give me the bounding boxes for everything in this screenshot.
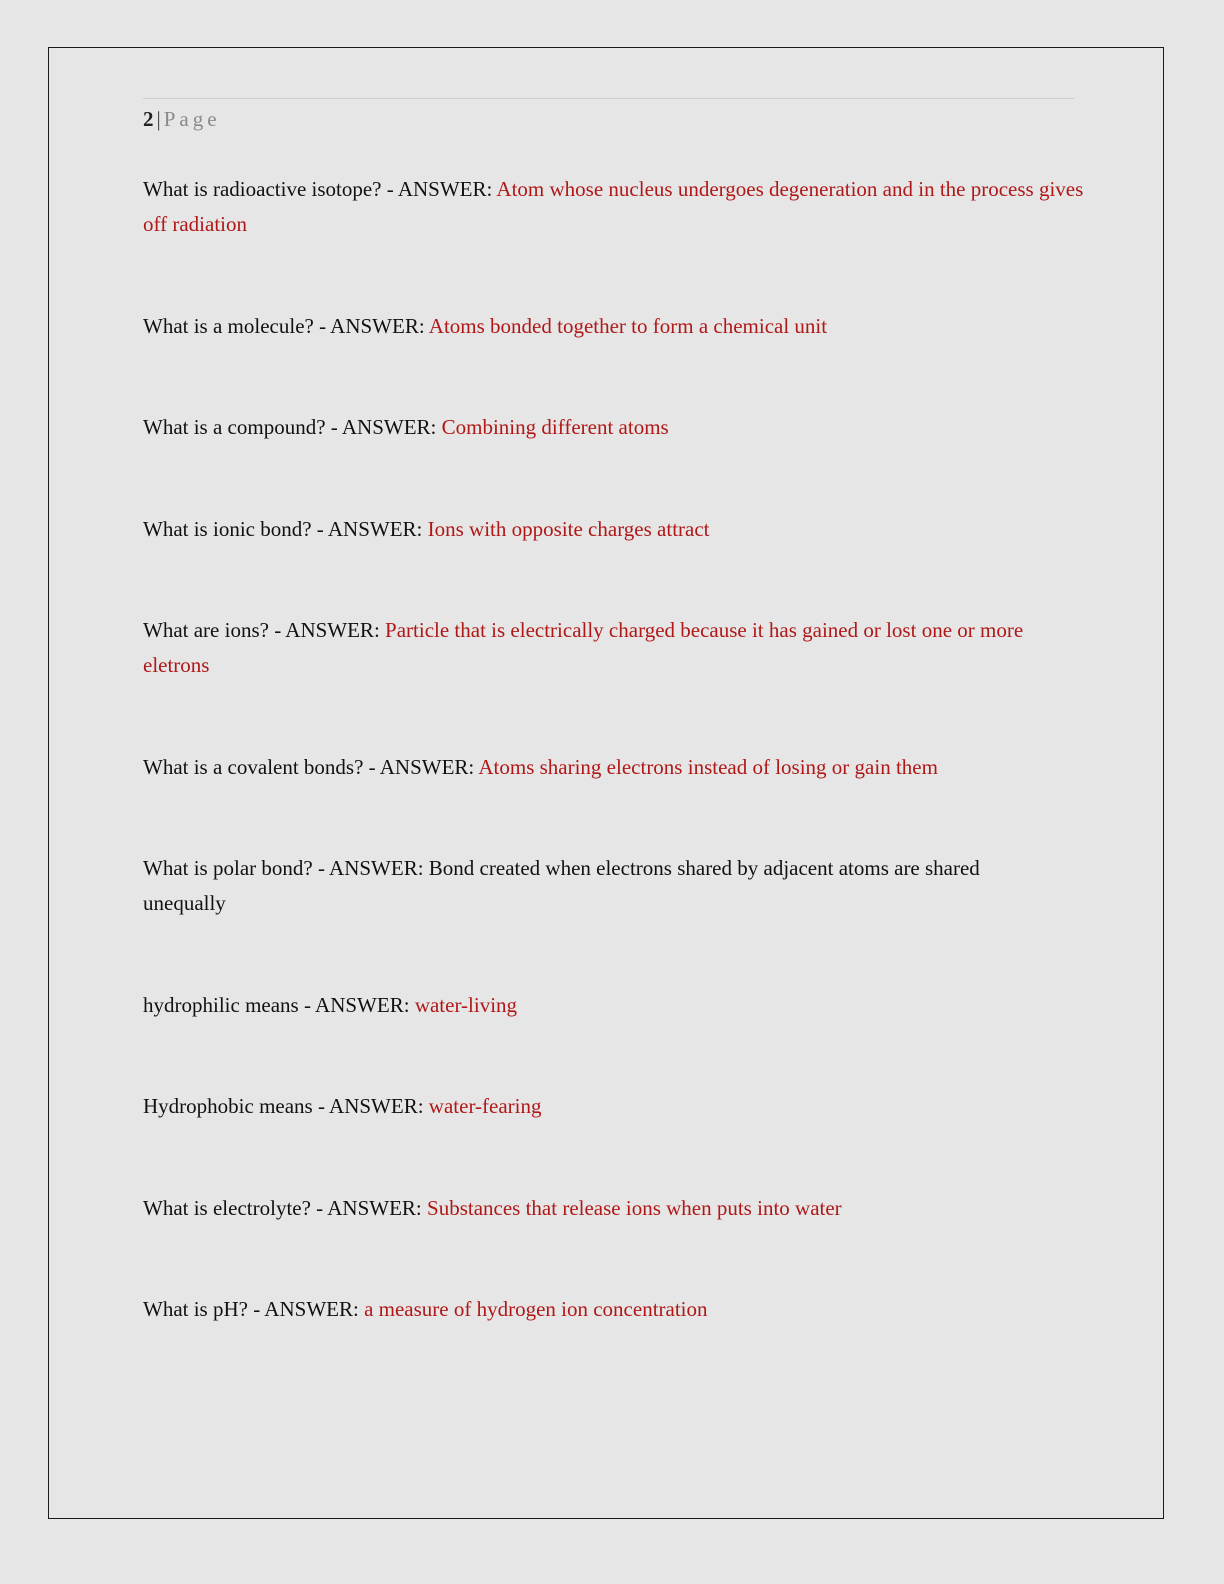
- answer-text: Atoms bonded together to form a chemical unit: [428, 314, 828, 338]
- page-label: Page: [163, 107, 221, 131]
- header-separator: |: [156, 107, 161, 131]
- question-text: Hydrophobic means - ANSWER:: [143, 1094, 429, 1118]
- question-text: What is a molecule? - ANSWER:: [143, 314, 429, 338]
- question-text: What are ions? - ANSWER:: [143, 618, 386, 642]
- answer-text: Atom whose nucleus undergoes degeneration and in the process gives off radiation: [143, 177, 1084, 236]
- qa-item: [143, 172, 1093, 242]
- question-text: What is ionic bond? - ANSWER:: [143, 517, 428, 541]
- qa-item: [143, 1292, 1093, 1327]
- answer-text: Bond created when electrons shared by adjacent atoms are shared unequally: [143, 856, 980, 915]
- answer-text: water-living: [414, 993, 518, 1017]
- question-text: What is radioactive isotope? - ANSWER:: [143, 177, 497, 201]
- answer-text: Particle that is electrically charged because it has gained or lost one or more eletrons: [143, 618, 1024, 677]
- question-text: What is polar bond? - ANSWER:: [143, 856, 429, 880]
- page-header: [143, 98, 1074, 133]
- qa-item: [143, 613, 1033, 683]
- qa-item: [143, 1089, 1093, 1124]
- answer-text: Atoms sharing electrons instead of losing or gain them: [478, 755, 938, 779]
- answer-text: Ions with opposite charges attract: [427, 517, 710, 541]
- answer-text: water-fearing: [428, 1094, 542, 1118]
- answer-text: Substances that release ions when puts into water: [427, 1196, 842, 1220]
- qa-item: [143, 309, 1093, 344]
- qa-item: [143, 512, 1093, 547]
- question-text: What is a covalent bonds? - ANSWER:: [143, 755, 479, 779]
- qa-item: [143, 988, 1093, 1023]
- answer-text: a measure of hydrogen ion concentration: [364, 1297, 708, 1321]
- qa-item: [143, 1191, 1093, 1226]
- question-text: hydrophilic means - ANSWER:: [143, 993, 415, 1017]
- question-text: What is electrolyte? - ANSWER:: [143, 1196, 428, 1220]
- qa-item: [143, 750, 1093, 785]
- qa-item: [143, 851, 1043, 921]
- qa-item: [143, 410, 1093, 445]
- question-text: What is a compound? - ANSWER:: [143, 415, 442, 439]
- question-text: What is pH? - ANSWER:: [143, 1297, 365, 1321]
- page-number: 2: [143, 107, 154, 131]
- answer-text: Combining different atoms: [441, 415, 669, 439]
